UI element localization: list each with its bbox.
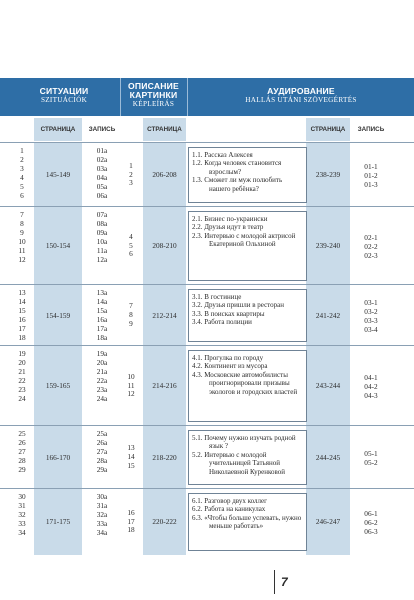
picture-pages: 208-210 <box>152 241 177 250</box>
listening-header <box>188 82 414 105</box>
table-row <box>0 425 414 489</box>
situation-pages: 159-165 <box>45 381 71 390</box>
situation-number: 32 <box>18 509 26 519</box>
listening-record: 01-3 <box>364 179 378 189</box>
picture-pages: 218-220 <box>152 452 177 462</box>
listening-topics <box>192 354 302 396</box>
situation-record: 25a <box>96 429 108 438</box>
listening-pages: 246-247 <box>315 517 341 526</box>
situation-number: 10 <box>18 236 26 246</box>
pictures-subtitle: KÉPLEÍRÁS <box>132 100 175 108</box>
situation-number: 2 <box>20 154 24 164</box>
situation-record: 32a <box>96 509 108 519</box>
picture-numbers <box>121 162 141 189</box>
situation-number: 18 <box>18 332 26 342</box>
listening-pages: 241-242 <box>315 310 341 320</box>
situation-number: 14 <box>18 296 26 306</box>
picture-number: 10 <box>127 371 135 381</box>
listening-topic: 3.2. Друзья пришли в ресторан <box>192 301 284 310</box>
subheader-page-1: СТРАНИЦА <box>34 118 82 141</box>
situation-pages: 154-159 <box>45 310 71 320</box>
situation-number: 16 <box>18 314 26 324</box>
listening-records <box>352 233 390 260</box>
situation-record: 02a <box>96 154 108 164</box>
situation-record: 20a <box>96 357 108 367</box>
situation-number: 30 <box>18 492 26 501</box>
situation-record: 23a <box>96 384 108 394</box>
listening-topic: 3.4. Работа полиции <box>192 318 252 327</box>
listening-pages: 239-240 <box>315 241 341 250</box>
listening-record: 06-2 <box>364 517 378 527</box>
listening-topics <box>192 434 302 476</box>
listening-topic: 4.1. Прогулка по городу <box>192 354 264 362</box>
listening-record: 02-2 <box>364 241 378 251</box>
pictures-title-line2: КАРТИНКИ <box>129 90 178 100</box>
listening-record: 06-3 <box>364 526 378 536</box>
listening-record: 06-1 <box>364 508 378 518</box>
picture-number: 9 <box>129 318 133 328</box>
picture-pages: 214-216 <box>152 381 177 390</box>
situation-number: 12 <box>18 254 26 264</box>
picture-number: 3 <box>129 178 133 188</box>
listening-pages: 238-239 <box>315 170 341 179</box>
situation-record: 06a <box>96 190 108 200</box>
situation-number: 13 <box>18 288 26 297</box>
situation-number: 8 <box>20 218 24 228</box>
situation-record: 31a <box>96 500 108 510</box>
situation-numbers <box>12 350 32 403</box>
situation-records <box>84 493 120 538</box>
situation-number: 29 <box>18 464 26 474</box>
listening-record: 03-2 <box>364 306 378 316</box>
listening-records <box>352 509 390 536</box>
picture-numbers <box>121 233 141 260</box>
situation-number: 22 <box>18 375 26 385</box>
situation-record: 22a <box>96 375 108 385</box>
listening-title: АУДИРОВАНИЕ <box>267 86 335 96</box>
situation-number: 11 <box>18 245 26 255</box>
listening-records <box>352 373 390 400</box>
listening-topics <box>192 293 302 327</box>
picture-number: 4 <box>129 231 133 241</box>
situation-number: 4 <box>20 172 24 182</box>
situation-number: 1 <box>20 146 24 155</box>
situation-record: 30a <box>96 492 108 501</box>
situation-number: 15 <box>18 305 26 315</box>
picture-numbers <box>121 509 141 536</box>
listening-topic: 4.3. Московские автомобилисты проигнорировали призывы экологов и городских властей <box>192 370 298 396</box>
situation-pages: 145-149 <box>45 170 71 179</box>
situation-number: 34 <box>18 527 26 537</box>
situations-header <box>10 82 118 105</box>
listening-record: 04-2 <box>364 381 378 391</box>
listening-records <box>352 298 390 334</box>
picture-pages: 212-214 <box>152 310 177 320</box>
picture-number: 15 <box>127 460 135 470</box>
listening-topic: 1.3. Сможет ли муж полюбить нашего ребёнка? <box>192 176 283 193</box>
listening-topics <box>192 215 302 249</box>
situations-subtitle: SZITUÁCIÓK <box>40 96 88 104</box>
situation-number: 19 <box>18 349 26 358</box>
situation-record: 15a <box>96 305 108 315</box>
situation-record: 14a <box>96 296 108 306</box>
situation-record: 09a <box>96 227 108 237</box>
situation-number: 33 <box>18 518 26 528</box>
listening-pages: 243-244 <box>315 381 341 390</box>
subheader-record-1: ЗАПИСЬ <box>88 126 116 133</box>
listening-topic: 6.2. Работа на каникулах <box>192 505 266 514</box>
situation-numbers <box>12 493 32 538</box>
situation-number: 7 <box>20 210 24 219</box>
situation-number: 26 <box>18 437 26 447</box>
situation-records <box>84 350 120 403</box>
picture-number: 16 <box>127 507 135 517</box>
pictures-title-line1: ОПИСАНИЕ <box>128 81 179 91</box>
picture-numbers <box>121 302 141 329</box>
listening-topic: 2.3. Интервью с молодой актрисой Екатериной Ольхиной <box>192 231 296 249</box>
picture-number: 7 <box>129 301 133 311</box>
situation-record: 19a <box>96 349 108 358</box>
listening-record: 03-1 <box>364 297 378 307</box>
picture-number: 5 <box>129 240 133 250</box>
column-subheader <box>0 118 414 141</box>
situation-records <box>84 289 120 342</box>
table-header <box>0 78 414 116</box>
situation-record: 29a <box>96 464 108 474</box>
situation-record: 33a <box>96 518 108 528</box>
situation-number: 5 <box>20 181 24 191</box>
situation-record: 11a <box>96 245 108 255</box>
situation-record: 07a <box>96 210 108 219</box>
picture-number: 12 <box>127 389 135 399</box>
listening-topic: 2.2. Друзья идут в театр <box>192 223 264 232</box>
listening-topic: 3.1. В гостинице <box>192 293 242 301</box>
table-row <box>0 206 414 285</box>
picture-number: 17 <box>127 516 135 526</box>
situation-pages: 150-154 <box>45 241 71 250</box>
picture-numbers <box>121 373 141 400</box>
listening-record: 02-1 <box>364 232 378 242</box>
listening-records <box>352 449 390 467</box>
listening-record: 03-3 <box>364 315 378 325</box>
listening-topic: 6.1. Разговор двух коллег <box>192 497 268 505</box>
picture-number: 18 <box>127 525 135 535</box>
listening-topics <box>192 497 302 531</box>
listening-record: 01-1 <box>364 161 378 171</box>
table-row <box>0 142 414 207</box>
pictures-header <box>121 82 186 109</box>
situation-numbers <box>12 430 32 475</box>
table-row <box>0 488 414 555</box>
situation-pages: 166-170 <box>45 452 71 462</box>
situation-pages: 171-175 <box>45 517 71 526</box>
situation-number: 3 <box>20 163 24 173</box>
listening-record: 02-3 <box>364 250 378 260</box>
listening-topics <box>192 151 302 193</box>
listening-record: 04-1 <box>364 372 378 382</box>
situation-record: 28a <box>96 455 108 465</box>
page-number: 7 <box>274 570 311 594</box>
picture-number: 13 <box>127 443 135 453</box>
situation-number: 21 <box>18 366 26 376</box>
situation-record: 08a <box>96 218 108 228</box>
situation-record: 01a <box>96 146 108 155</box>
table-row <box>0 345 414 426</box>
listening-record: 04-3 <box>364 390 378 400</box>
situation-record: 21a <box>96 366 108 376</box>
listening-topic: 1.1. Рассказ Алексея <box>192 151 253 159</box>
situation-number: 17 <box>18 323 26 333</box>
situation-record: 26a <box>96 437 108 447</box>
listening-topic: 1.2. Когда человек становится взрослым? <box>192 159 282 176</box>
situation-number: 20 <box>18 357 26 367</box>
subheader-page-2: СТРАНИЦА <box>143 118 186 141</box>
situation-record: 16a <box>96 314 108 324</box>
listening-topic: 5.1. Почему нужно изучать родной язык ? <box>192 434 296 451</box>
situation-number: 27 <box>18 446 26 456</box>
listening-topic: 2.1. Бизнес по-украински <box>192 215 268 223</box>
subheader-page-3: СТРАНИЦА <box>306 118 350 141</box>
picture-pages: 220-222 <box>152 517 177 526</box>
situation-record: 10a <box>96 236 108 246</box>
situation-record: 27a <box>96 446 108 456</box>
listening-pages: 244-245 <box>315 452 341 462</box>
situation-numbers <box>12 289 32 342</box>
picture-number: 2 <box>129 169 133 179</box>
situation-number: 28 <box>18 455 26 465</box>
picture-pages: 206-208 <box>152 170 177 179</box>
situation-record: 24a <box>96 393 108 403</box>
picture-number: 8 <box>129 310 133 320</box>
listening-topic: 5.2. Интервью с молодой учительницей Татьяной Николаевной Куренковой <box>192 450 286 476</box>
situation-records <box>84 430 120 475</box>
situation-record: 05a <box>96 181 108 191</box>
situation-number: 23 <box>18 384 26 394</box>
listening-record: 01-2 <box>364 170 378 180</box>
situation-number: 9 <box>20 227 24 237</box>
picture-number: 6 <box>129 249 133 259</box>
situation-number: 25 <box>18 429 26 438</box>
situation-records <box>84 147 120 200</box>
situation-numbers <box>12 147 32 200</box>
picture-number: 11 <box>127 380 135 390</box>
situation-numbers <box>12 211 32 264</box>
situation-record: 13a <box>96 288 108 297</box>
listening-subtitle: HALLÁS UTÁNI SZÖVEGÉRTÉS <box>245 96 357 104</box>
table-row <box>0 284 414 346</box>
listening-records <box>352 162 390 189</box>
situation-record: 34a <box>96 527 108 537</box>
listening-topic: 6.3. «Чтобы больше успевать, нужно меньше работать» <box>192 513 302 531</box>
picture-numbers <box>121 444 141 471</box>
picture-number: 1 <box>129 160 133 170</box>
subheader-record-3: ЗАПИСЬ <box>357 126 385 133</box>
listening-topic: 3.3. В поисках квартиры <box>192 309 265 318</box>
situation-record: 17a <box>96 323 108 333</box>
listening-record: 03-4 <box>364 324 378 334</box>
situation-record: 03a <box>96 163 108 173</box>
situation-record: 12a <box>96 254 108 264</box>
situations-title: СИТУАЦИИ <box>39 86 89 96</box>
listening-record: 05-2 <box>364 457 378 467</box>
situation-record: 18a <box>96 332 108 342</box>
situation-record: 04a <box>96 172 108 182</box>
listening-record: 05-1 <box>364 448 378 458</box>
situation-records <box>84 211 120 264</box>
situation-number: 24 <box>18 393 26 403</box>
situation-number: 31 <box>18 500 26 510</box>
listening-topic: 4.2. Континент из мусора <box>192 362 268 371</box>
picture-number: 14 <box>127 452 135 462</box>
situation-number: 6 <box>20 190 24 200</box>
